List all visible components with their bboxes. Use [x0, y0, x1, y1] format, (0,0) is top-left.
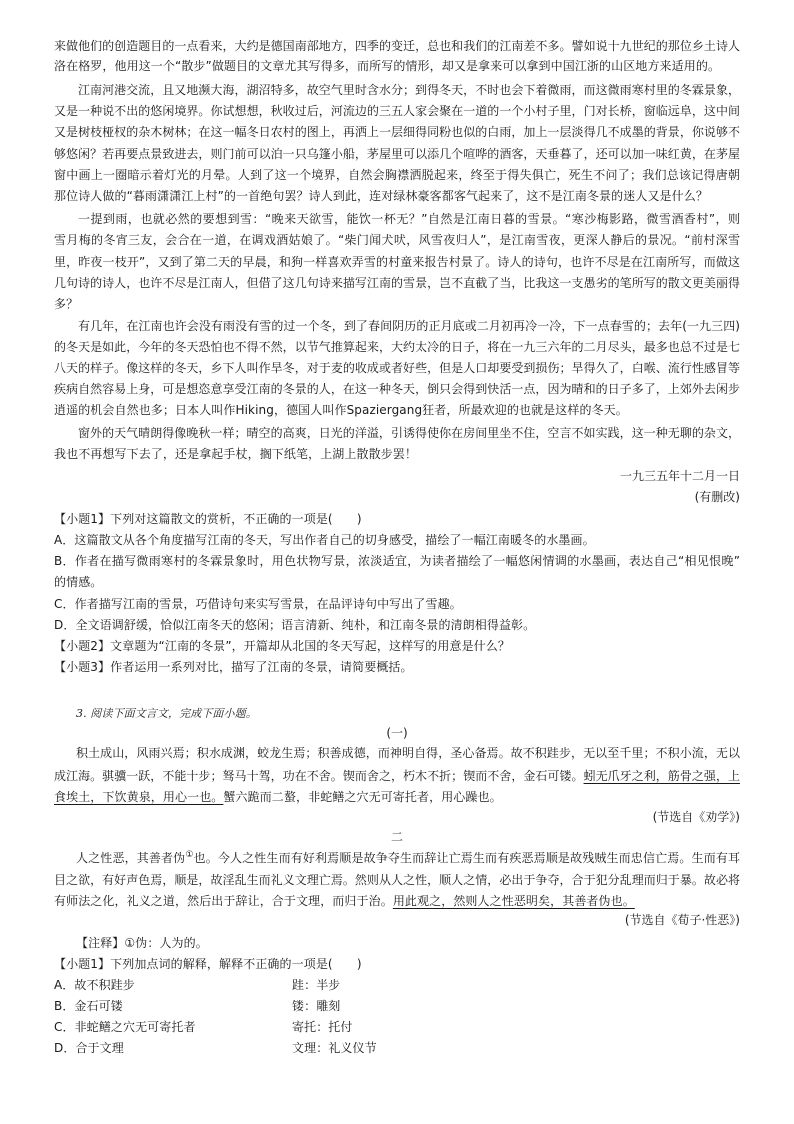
essay-line: 逍遥的机会自然也多；日本人叫作Hiking，德国人叫作Spaziergang狂者，所最欢迎的也就是这样的冬天。: [54, 403, 628, 417]
essay-line: 一提到雨，也就必然的要想到雪：“晚来天欲雪，能饮一杯无？”自然是江南日暮的雪景。“寒沙梅影路，微雪酒香村”，则: [78, 212, 740, 226]
question-2-stem: 【小题2】文章题为“江南的冬景”，开篇却从北国的冬天写起，这样写的用意是什么？: [54, 639, 510, 653]
option-c: C．作者描写江南的雪景，巧借诗句来实写雪景，在品评诗句中写出了雪趣。: [54, 597, 462, 611]
annotation-note: 【注释】①伪：人为的。: [76, 936, 208, 950]
essay-source-note: (有删改): [694, 490, 740, 504]
essay-line: 几句诗的诗人，也许不尽是江南人，但借了这几句诗来描写江南的雪景，岂不直截了当，比我这一支愚劣的笔所写的散文更美丽得: [54, 276, 740, 290]
essay-line: 窗中画上一圈暗示着灯光的月晕。人到了这一个境界，自然会胸襟洒脱起来，终至于得失俱亡，死生不问了；我们总该记得唐朝: [54, 168, 740, 182]
classical-line: 食埃土，下饮黄泉，用心一也。蟹六跪而二螯，非蛇鳝之穴无可寄托者，用心躁也。: [54, 790, 502, 804]
essay-line: 来做他们的创造题目的一点看来，大约是德国南部地方，四季的变迁，总也和我们的江南差不多。譬如说十九世纪的那位乡土诗人: [54, 39, 740, 53]
essay-line: 有几年，在江南也许会没有雨没有雪的过一个冬，到了春间阴历的正月底或二月初再冷一冷，下一点春雪的；去年(一九三四): [78, 319, 740, 333]
classical-line: 人之性恶，其善者伪①也。今人之性生而有好利焉顺是故争夺生而辞让亡焉生而有疾恶焉顺是故残贼生而忠信亡焉。生而有耳: [76, 850, 740, 865]
essay-line: 江南河港交流，且又地濒大海，湖沼特多，故空气里时含水分；到得冬天，不时也会下着微雨，而这微雨寒村里的冬霖景象，: [78, 83, 740, 97]
essay-date: 一九三五年十二月一日: [619, 469, 740, 483]
classical-question-stem: 【小题1】下列加点词的解释，解释不正确的一项是( ): [54, 957, 362, 971]
essay-line: 够悠闲？若再要点景致进去，则门前可以泊一只乌篷小船，茅屋里可以添几个喧哗的酒客，天垂暮了，还可以加一味红黄，在茅屋: [54, 147, 740, 161]
essay-line: 里，昨夜一枝开”，又到了第二天的早晨，和狗一样喜欢弄雪的村童来报告村景了。诗人的诗句，也许不尽是在江南所写，而做这: [54, 255, 740, 269]
section-3-heading: 3. 阅读下面文言文，完成下面小题。: [76, 707, 257, 720]
essay-line: 那位诗人做的“暮雨潇潇江上村”的一首绝句罢？诗人到此，连对绿林豪客都客气起来了，这不是江南冬景的迷人又是什么？: [54, 189, 708, 203]
essay-line: 疾病自然容易上身，可是想恣意享受江南的冬景的人，在这一种冬天，倒只会得到快活一点，因为晴和的日子多了，上郊外去闲步: [54, 382, 740, 396]
essay-line: 我也不再想写下去了，还是拿起手杖，搁下纸笔，上湖上散散步罢！: [54, 447, 418, 461]
essay-line: 八天的样子。像这样的冬天，乡下人叫作旱冬，对于麦的收成或者好些，但是人口却要受到损伤；旱得久了，白喉、流行性感冒等: [54, 361, 740, 375]
question-1-stem: 【小题1】下列对这篇散文的赏析，不正确的一项是( ): [54, 512, 362, 526]
classical-option-b: B．金石可镂 镂：雕刻: [54, 999, 341, 1013]
question-3-stem: 【小题3】作者运用一系列对比，描写了江南的冬景，请简要概括。: [54, 660, 413, 674]
part-1-title: (一): [386, 726, 408, 740]
option-b-continued: 的情感。: [54, 575, 103, 589]
essay-line: 的冬天是如此，今年的冬天恐怕也不得不然，以节气推算起来，大约太冷的日子，将在一九三六年的二月尽头，最多也总不过是七: [54, 340, 740, 354]
source-quanxue: (节选自《劝学》): [652, 810, 740, 824]
essay-line: 窗外的天气晴朗得像晚秋一样；晴空的高爽，日光的洋溢，引诱得使你在房间里坐不住，空言不如实践，这一种无聊的杂文，: [78, 426, 740, 440]
option-d: D．全文语调舒缓，恰似江南冬天的悠闲；语言清新、纯朴，和江南冬景的清朗相得益彰。: [54, 618, 536, 632]
classical-line: 积土成山，风雨兴焉；积水成渊，蛟龙生焉；积善成德，而神明自得，圣心备焉。故不积跬步，无以至千里；不积小流，无以: [76, 746, 740, 760]
part-2-title: 二: [390, 830, 403, 844]
classical-line: 目之欲，有好声色焉，顺是，故淫乱生而礼义文理亡焉。然则从人之性，顺人之情，必出于争夺，合于犯分乱理而归于暴。故必将: [54, 873, 740, 887]
essay-line: 又是一种说不出的悠闲境界。你试想想，秋收过后，河流边的三五人家会聚在一道的一个小村子里，门对长桥，窗临远阜，这中间: [54, 104, 740, 118]
source-xunzi: (节选自《荀子·性恶》): [624, 913, 740, 927]
essay-line: 雪月梅的冬宵三友，会合在一道，在调戏酒姑娘了。“柴门闻犬吠，风雪夜归人”，是江南雪夜，更深人静后的景况。“前村深雪: [54, 233, 740, 247]
essay-line: 多？: [54, 297, 79, 311]
classical-option-c: C．非蛇鳝之穴无可寄托者 寄托：托付: [54, 1020, 353, 1034]
essay-line: 又是树枝桠杈的杂木树林；在这一幅冬日农村的图上，再洒上一层细得同粉也似的白雨，加上一层淡得几不成墨的背景，你说够不: [54, 125, 740, 139]
classical-option-d: D．合于文理 文理：礼义仪节: [54, 1041, 377, 1055]
option-a: A．这篇散文从各个角度描写江南的冬天，写出作者自己的切身感受，描绘了一幅江南暖冬的水墨画。: [54, 533, 595, 547]
classical-option-a: A．故不积跬步 跬：半步: [54, 978, 341, 992]
option-b: B．作者在描写微雨寒村的冬霖景象时，用色状物写景，浓淡适宜，为读者描绘了一幅悠闲情调的水墨画，表达自己“相见恨晚”: [54, 554, 740, 568]
essay-line: 洛在格罗，他用这一个“散步”做题目的文章尤其写得多，而所写的情形，却又是拿来可以拿到中国江浙的山区地方来适用的。: [54, 59, 721, 73]
classical-line: 成江海。骐骥一跃，不能十步；驽马十驾，功在不舍。锲而舍之，朽木不折；锲而不舍，金石可镂。蚓无爪牙之利，筋骨之强，上: [54, 769, 740, 783]
classical-line: 有师法之化，礼义之道，然后出于辞让，合于文理，而归于治。用此观之，然则人之性恶明矣，其善者伪也。: [54, 894, 635, 908]
